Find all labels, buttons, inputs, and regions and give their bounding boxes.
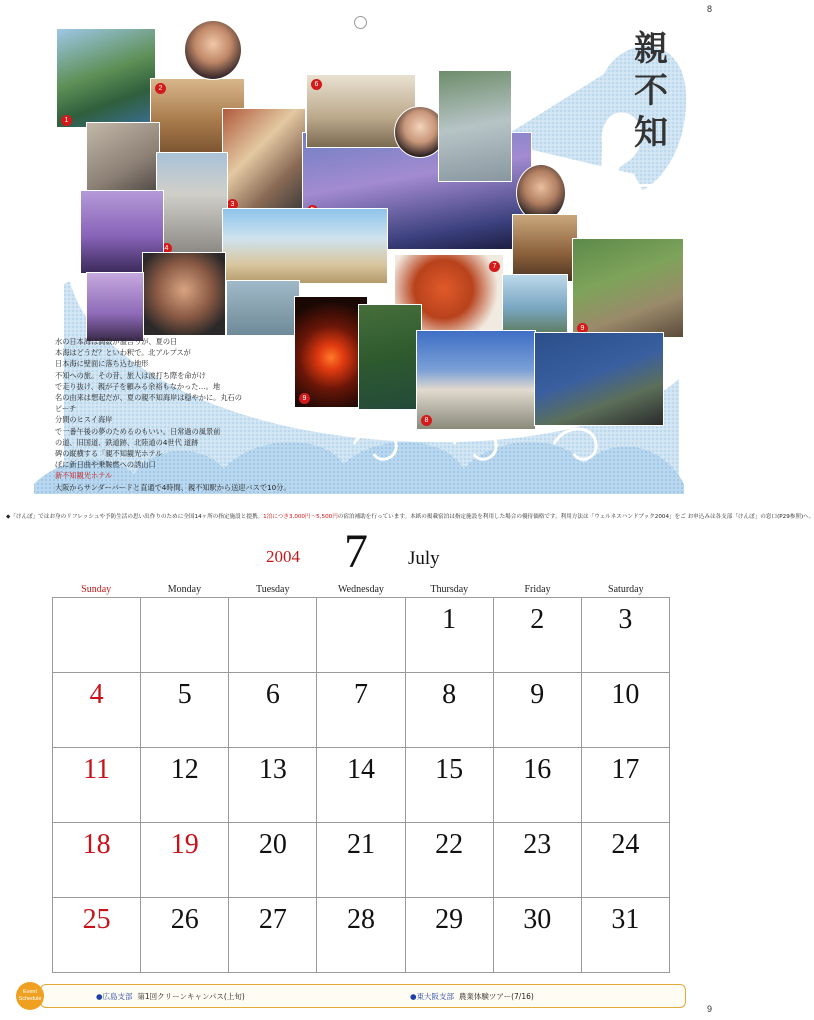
day-number: 18 <box>82 829 111 860</box>
calendar-day-18 <box>53 823 141 898</box>
calendar-day-31 <box>582 898 670 973</box>
calendar-day-20 <box>229 823 317 898</box>
photo-rock-carving <box>86 122 160 196</box>
photo-coastal-cliffs <box>56 28 156 128</box>
photo-mountain-trail <box>572 238 684 338</box>
photo-number: 3 <box>227 199 238 210</box>
story-line: 本海はどうだ？といわ釈で。北アルプスが <box>55 348 191 358</box>
weekday-saturday: Saturday <box>608 584 644 595</box>
photo-beach-crowd <box>222 208 388 284</box>
day-number: 30 <box>523 904 552 935</box>
day-number: 4 <box>89 679 104 710</box>
calendar-day-27 <box>229 898 317 973</box>
weekday-thursday: Thursday <box>430 584 469 595</box>
story-line-access: 大阪からサンダーバードと直通で4時間、親不知駅から送迎バスで10分。 <box>55 482 291 492</box>
photo-sea-cliffs <box>534 332 664 426</box>
story-line: で走り抜け、親が子を顧みる余裕もなかった…。地 <box>55 381 221 391</box>
event-title: 第1回クリーンキャンパス(上旬) <box>137 992 245 1001</box>
day-number: 10 <box>611 679 640 710</box>
calendar-day-empty <box>141 598 229 673</box>
calendar-day-17 <box>582 748 670 823</box>
story-line: 分間のヒスイ海岸 <box>55 415 113 425</box>
photo-number: 2 <box>155 83 166 94</box>
calendar-day-3 <box>582 598 670 673</box>
calendar-day-19 <box>141 823 229 898</box>
photo-presenter-1 <box>184 20 242 80</box>
day-number: 15 <box>435 754 464 785</box>
story-line: ぼに新日曲や乗鞍燃への誘山口 <box>55 460 156 470</box>
photo-shore-stone <box>226 280 300 336</box>
photo-number: 6 <box>311 79 322 90</box>
calendar-day-9 <box>494 673 582 748</box>
badge-line-2: Schedule <box>18 996 42 1002</box>
calendar-year: 2004 <box>266 547 300 566</box>
day-number: 11 <box>83 754 111 785</box>
photo-couple-sunset <box>86 272 144 342</box>
calendar-day-empty <box>53 598 141 673</box>
calendar-day-7 <box>317 673 405 748</box>
calendar-day-2 <box>494 598 582 673</box>
story-line: 日本海に壁面に落ち込む地形 <box>55 359 149 369</box>
day-number: 22 <box>435 829 464 860</box>
event-item-1 <box>96 991 245 1002</box>
calendar-month-number: 7 <box>344 525 368 578</box>
title-char-2: 不 <box>634 71 668 111</box>
page-number-bottom: 9 <box>706 1004 712 1014</box>
day-number: 1 <box>442 604 457 635</box>
calendar-day-12 <box>141 748 229 823</box>
photo-tatami-room <box>512 214 578 282</box>
photo-gravel-beach <box>156 152 228 256</box>
day-number: 12 <box>170 754 199 785</box>
weekday-friday: Friday <box>524 584 551 595</box>
day-number: 28 <box>346 904 375 935</box>
weekday-sunday: Sunday <box>81 584 112 595</box>
story-line: 碑の縦横する「親不知観光ホテル <box>55 449 163 459</box>
calendar-day-empty <box>229 598 317 673</box>
calendar-day-13 <box>229 748 317 823</box>
day-number: 27 <box>258 904 287 935</box>
photo-river-rocks <box>438 70 512 182</box>
photo-hotel-building <box>416 330 536 430</box>
day-number: 7 <box>353 679 368 710</box>
story-line: 名の由来は想起だが、夏の親不知海岸は穏やかに。丸石の <box>55 393 242 403</box>
notice-rest: の宿泊補助を行っています。本紙の掲載宿泊は指定施設を利用した場合の優待価格です。利用方法は「ウェルネスハンドブック2004」をご お申込みは各支部「けんぽ」の窓口(P29参照)へ。 <box>337 514 814 520</box>
story-line: の道、旧国道、鉄道跡、北陸道の4世代 道跡 <box>55 437 199 447</box>
story-line-hotel: 新不知観光ホテル <box>55 471 113 481</box>
page-number-top: 8 <box>706 4 712 14</box>
notice-lead: ◆「けんぽ」ではお身のリフレッシュや予防生活の思い出作りのために全国14ヶ所の指定施設と提携。 <box>6 514 264 520</box>
day-number: 2 <box>530 604 545 635</box>
day-number: 14 <box>346 754 375 785</box>
feature-illustration <box>24 14 698 504</box>
day-number: 26 <box>170 904 199 935</box>
calendar-grid <box>52 597 670 973</box>
calendar-day-14 <box>317 748 405 823</box>
photo-number: 9 <box>299 393 310 404</box>
day-number: 17 <box>611 754 640 785</box>
day-number: 19 <box>170 829 199 860</box>
calendar-month-name: July <box>408 548 440 569</box>
calendar-day-11 <box>53 748 141 823</box>
photo-presenter-4 <box>142 252 226 336</box>
photo-number: 8 <box>421 415 432 426</box>
calendar-day-29 <box>406 898 494 973</box>
feature-story <box>55 336 385 493</box>
event-branch: ●東大阪支部 <box>410 992 455 1001</box>
weekday-monday: Monday <box>167 584 202 595</box>
story-line: 水の日本海は満数が溢合うが、夏の日 <box>55 337 178 346</box>
story-line: で一番午後の夢のためるのもいい。日常過の風景前 <box>55 426 221 436</box>
day-number: 24 <box>611 829 640 860</box>
calendar-day-22 <box>406 823 494 898</box>
calendar-day-5 <box>141 673 229 748</box>
day-number: 31 <box>611 904 640 935</box>
calendar-day-24 <box>582 823 670 898</box>
photo-number: 7 <box>489 261 500 272</box>
day-number: 21 <box>346 829 375 860</box>
day-number: 29 <box>435 904 464 935</box>
day-number: 20 <box>258 829 287 860</box>
calendar-day-21 <box>317 823 405 898</box>
badge-line-1: Event <box>22 989 38 995</box>
calendar-day-26 <box>141 898 229 973</box>
title-char-1: 親 <box>634 29 668 69</box>
calendar-day-1 <box>406 598 494 673</box>
feature-title <box>629 28 673 154</box>
day-number: 16 <box>523 754 552 785</box>
day-number: 8 <box>442 679 457 710</box>
calendar-day-28 <box>317 898 405 973</box>
calendar-day-4 <box>53 673 141 748</box>
day-number: 9 <box>530 679 545 710</box>
weekday-wednesday: Wednesday <box>338 584 384 595</box>
day-number: 25 <box>82 904 111 935</box>
photo-coast-view <box>502 274 568 336</box>
day-number: 13 <box>258 754 287 785</box>
photo-number: 9 <box>577 323 588 334</box>
calendar-day-15 <box>406 748 494 823</box>
photo-seafood-platter <box>222 108 306 212</box>
event-branch: ●広島支部 <box>96 992 133 1001</box>
day-number: 5 <box>177 679 192 710</box>
photo-number: 1 <box>61 115 72 126</box>
calendar-day-23 <box>494 823 582 898</box>
calendar-day-30 <box>494 898 582 973</box>
subsidy-notice <box>6 513 814 522</box>
photo-number: 4 <box>161 243 172 254</box>
event-schedule-badge <box>16 982 44 1010</box>
event-item-2 <box>410 991 534 1002</box>
notice-highlight: 1泊につき3,000円〜5,500円 <box>263 514 338 520</box>
calendar-day-empty <box>317 598 405 673</box>
event-title: 農業体験ツアー(7/16) <box>458 992 534 1001</box>
day-number: 6 <box>265 679 280 710</box>
day-number: 23 <box>523 829 552 860</box>
calendar-day-16 <box>494 748 582 823</box>
weekday-header <box>52 584 670 595</box>
weekday-tuesday: Tuesday <box>255 584 290 595</box>
calendar-day-8 <box>406 673 494 748</box>
calendar-day-25 <box>53 898 141 973</box>
title-char-3: 知 <box>634 113 668 153</box>
calendar-day-6 <box>229 673 317 748</box>
story-line: ビーチ <box>55 404 77 414</box>
calendar-day-10 <box>582 673 670 748</box>
story-line: 不知への旅。その昔、旅人は波打ち際を命がけ <box>55 370 206 380</box>
day-number: 3 <box>618 604 633 635</box>
